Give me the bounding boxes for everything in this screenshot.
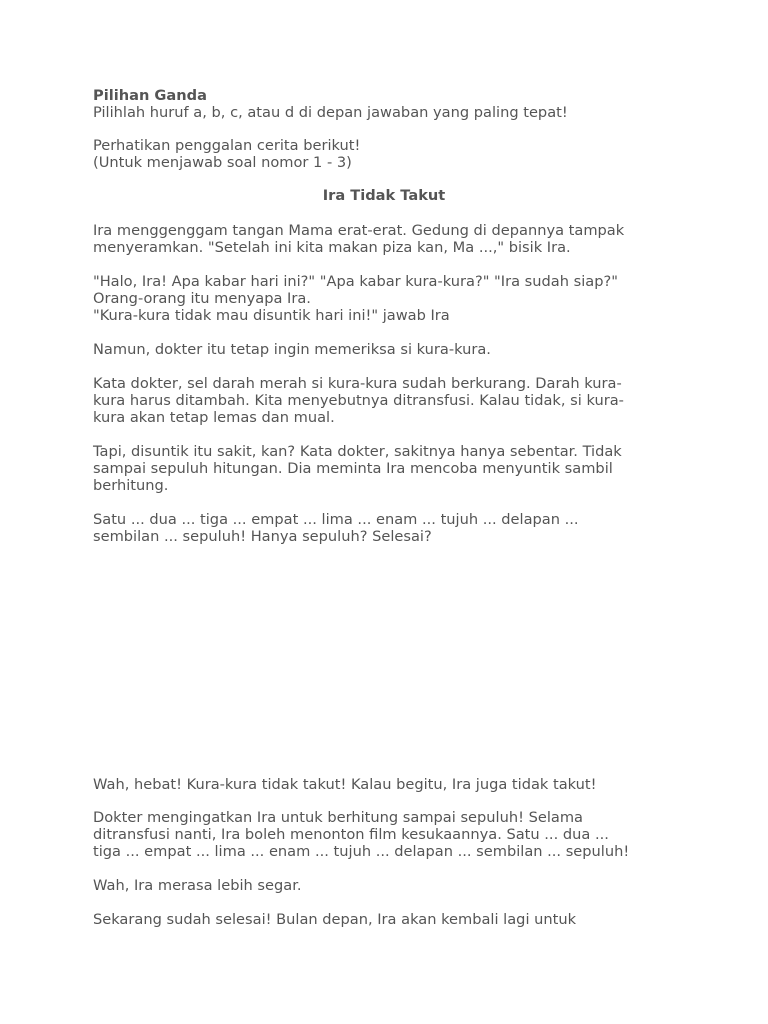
paragraph-line: "Kura-kura tidak mau disuntik hari ini!" jawab Ira: [93, 307, 450, 324]
paragraph-line: menyeramkan. "Setelah ini kita makan piza kan, Ma ...," bisik Ira.: [93, 239, 571, 256]
story-paragraph: [93, 877, 675, 894]
paragraph-line: Wah, hebat! Kura-kura tidak takut! Kalau begitu, Ira juga tidak takut!: [93, 776, 597, 793]
paragraph-line: "Halo, Ira! Apa kabar hari ini?" "Apa kabar kura-kura?" "Ira sudah siap?": [93, 273, 618, 290]
paragraph-line: Tapi, disuntik itu sakit, kan? Kata dokter, sakitnya hanya sebentar. Tidak: [93, 443, 622, 460]
story-paragraph: [93, 222, 675, 256]
paragraph-line: kura akan tetap lemas dan mual.: [93, 409, 335, 426]
paragraph-line: kura harus ditambah. Kita menyebutnya ditransfusi. Kalau tidak, si kura-: [93, 392, 624, 409]
section-header: [93, 87, 675, 121]
paragraph-line: Kata dokter, sel darah merah si kura-kura sudah berkurang. Darah kura-: [93, 375, 622, 392]
section-instruction: Pilihlah huruf a, b, c, atau d di depan jawaban yang paling tepat!: [93, 104, 568, 121]
story-paragraph: [93, 511, 675, 545]
story-paragraph: [93, 911, 675, 928]
story-paragraph: [93, 776, 675, 793]
story-paragraph: [93, 273, 675, 324]
paragraph-line: sampai sepuluh hitungan. Dia meminta Ira mencoba menyuntik sambil: [93, 460, 613, 477]
story-title: Ira Tidak Takut: [322, 187, 446, 204]
paragraph-line: Sekarang sudah selesai! Bulan depan, Ira akan kembali lagi untuk: [93, 911, 577, 928]
story-paragraph: [93, 375, 675, 426]
paragraph-line: Orang-orang itu menyapa Ira.: [93, 290, 311, 307]
intro-note: (Untuk menjawab soal nomor 1 - 3): [93, 154, 352, 171]
story-paragraph: [93, 443, 675, 494]
paragraph-line: Dokter mengingatkan Ira untuk berhitung sampai sepuluh! Selama: [93, 809, 583, 826]
story-paragraph: [93, 809, 675, 860]
paragraph-line: Satu ... dua ... tiga ... empat ... lima ... enam ... tujuh ... delapan ...: [93, 511, 579, 528]
reading-intro: [93, 137, 675, 171]
paragraph-line: tiga ... empat ... lima ... enam ... tujuh ... delapan ... sembilan ... sepuluh!: [93, 843, 630, 860]
paragraph-line: sembilan ... sepuluh! Hanya sepuluh? Selesai?: [93, 528, 432, 545]
paragraph-line: Wah, Ira merasa lebih segar.: [93, 877, 302, 894]
paragraph-line: ditransfusi nanti, Ira boleh menonton film kesukaannya. Satu ... dua ...: [93, 826, 609, 843]
story-paragraph: [93, 341, 675, 358]
section-heading: Pilihan Ganda: [93, 87, 207, 104]
intro-line: Perhatikan penggalan cerita berikut!: [93, 137, 361, 154]
paragraph-line: Ira menggenggam tangan Mama erat-erat. Gedung di depannya tampak: [93, 222, 625, 239]
paragraph-line: Namun, dokter itu tetap ingin memeriksa si kura-kura.: [93, 341, 491, 358]
paragraph-line: berhitung.: [93, 477, 169, 494]
